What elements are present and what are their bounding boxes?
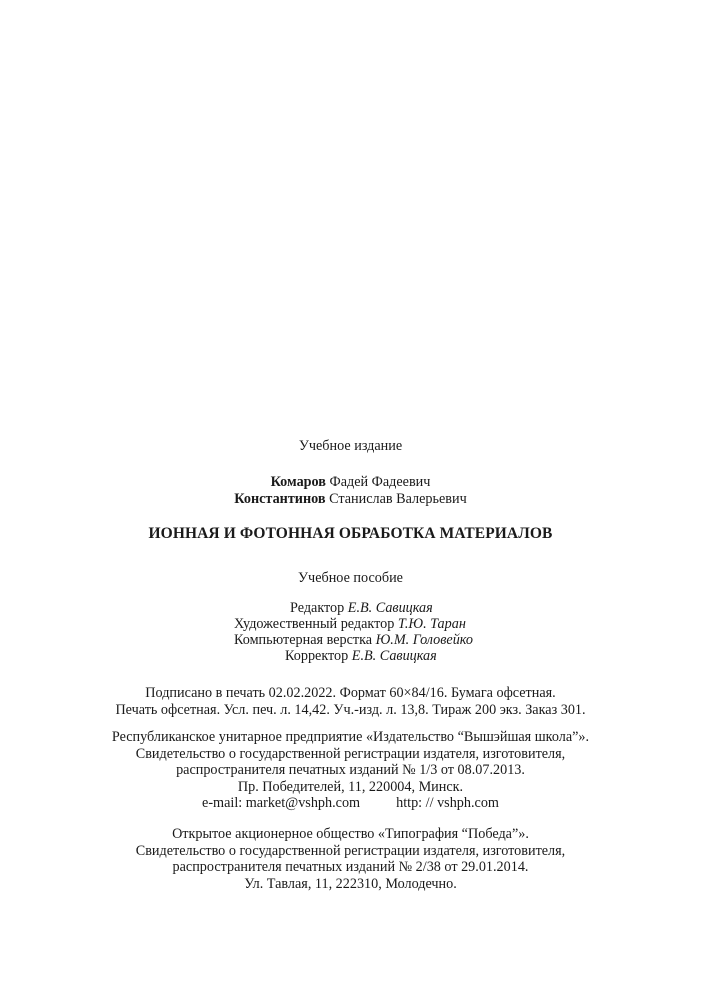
credit-line	[0, 632, 701, 648]
credit-role: Корректор	[285, 648, 349, 664]
printer-line: Свидетельство о государственной регистрации издателя, изготовителя,	[135, 842, 566, 859]
book-title: ИОННАЯ И ФОТОННАЯ ОБРАБОТКА МАТЕРИАЛОВ	[148, 525, 553, 542]
book-subtitle: Учебное пособие	[298, 570, 403, 586]
publisher-line: распространителя печатных изданий № 1/3 от 08.07.2013.	[176, 762, 525, 778]
credit-name: Е.В. Савицкая	[351, 648, 437, 664]
title-block	[0, 526, 701, 543]
publisher-line: Пр. Победителей, 11, 220004, Минск.	[237, 778, 464, 795]
publisher-line: Свидетельство о государственной регистрации издателя, изготовителя,	[135, 745, 566, 762]
authors-block	[0, 474, 701, 507]
printer-line: Открытое акционерное общество «Типография “Победа”».	[172, 826, 529, 842]
credit-name: Ю.М. Головейко	[375, 632, 473, 648]
credit-line	[0, 616, 701, 632]
printer-line: Ул. Тавлая, 11, 222310, Молодечно.	[244, 875, 457, 892]
print-info-line: Подписано в печать 02.02.2022. Формат 60×84/16. Бумага офсетная.	[145, 685, 556, 701]
author-line	[0, 491, 701, 508]
author-given-name: Станислав Валерьевич	[329, 490, 467, 507]
publisher-line: Республиканское унитарное предприятие «Издательство “Вышэйшая школа”».	[111, 729, 590, 745]
publisher-block	[0, 729, 701, 812]
author-surname: Комаров	[270, 474, 326, 490]
credit-name: Т.Ю. Таран	[397, 616, 466, 632]
author-given-name: Фадей Фадеевич	[329, 474, 431, 490]
credit-role: Редактор	[290, 600, 345, 616]
publisher-web: http: // vshph.com	[396, 795, 499, 811]
publisher-contacts	[0, 795, 701, 812]
printer-line: распространителя печатных изданий № 2/38 от 29.01.2014.	[172, 859, 529, 875]
author-line	[0, 474, 701, 491]
credits-block	[0, 600, 701, 664]
publisher-email: e-mail: market@vshph.com	[202, 795, 361, 811]
subtitle-block	[0, 570, 701, 587]
publication-type: Учебное издание	[298, 438, 403, 454]
credit-line	[0, 648, 701, 664]
publication-type-block	[0, 438, 701, 455]
credit-name: Е.В. Савицкая	[347, 600, 433, 616]
credit-role: Компьютерная верстка	[234, 632, 373, 648]
printer-block	[0, 826, 701, 892]
credit-line	[0, 600, 701, 616]
author-surname: Константинов	[234, 490, 326, 507]
print-info-block	[0, 685, 701, 718]
print-info-line: Печать офсетная. Усл. печ. л. 14,42. Уч.-изд. л. 13,8. Тираж 200 экз. Заказ 301.	[115, 701, 586, 718]
credit-role: Художественный редактор	[234, 616, 395, 632]
